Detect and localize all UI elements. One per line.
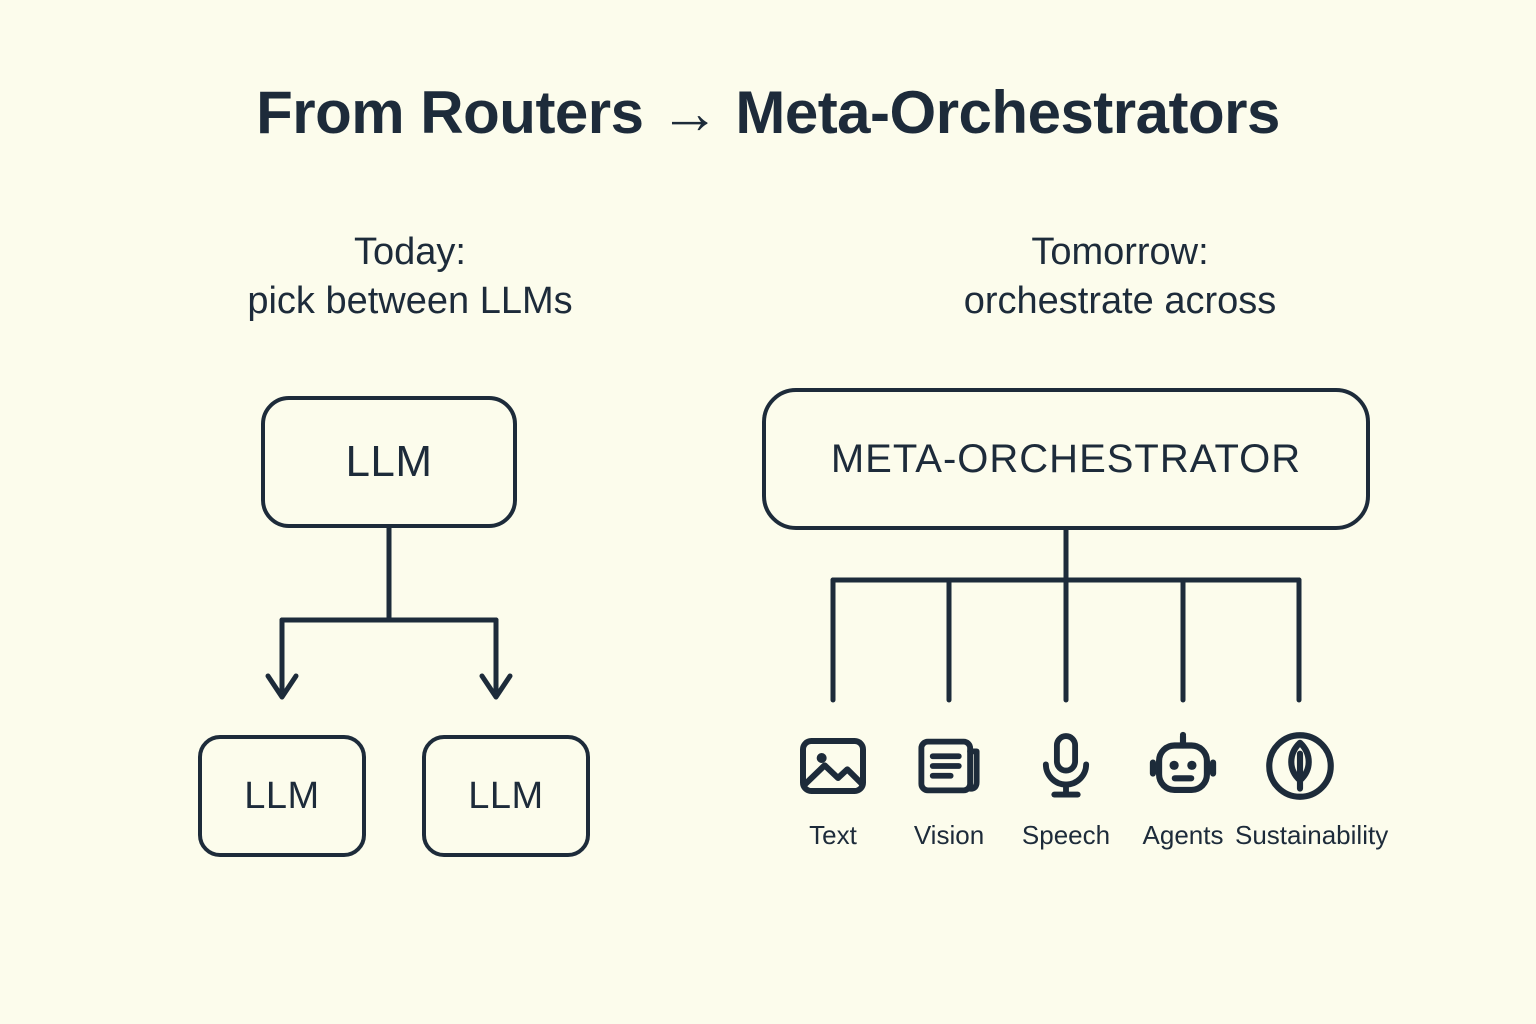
llm-child-box-2[interactable]: [422, 735, 590, 857]
left-arrowhead-2: [482, 676, 510, 697]
modality-label-agents: Agents: [1142, 820, 1224, 850]
llm-child-box-1[interactable]: [198, 735, 366, 857]
llm-child-label-1: LLM: [244, 774, 320, 817]
modality-item-vision[interactable]: [884, 718, 1014, 851]
modality-label-sustainability: Sustainability: [1235, 820, 1389, 850]
modality-label-speech: Speech: [1021, 820, 1111, 850]
modality-item-speech[interactable]: [1001, 718, 1131, 851]
right-heading-line-1: Tomorrow:: [1031, 231, 1209, 273]
right-heading-line-2: orchestrate across: [963, 279, 1277, 322]
modality-item-agents[interactable]: [1118, 718, 1248, 851]
modality-item-sustainability[interactable]: [1235, 718, 1389, 851]
robot-head-icon: [1118, 718, 1248, 814]
llm-parent-box[interactable]: [261, 396, 517, 528]
llm-child-label-2: LLM: [468, 774, 544, 817]
microphone-icon: [1001, 718, 1131, 814]
modality-item-text[interactable]: [768, 718, 898, 851]
modality-label-text: Text: [809, 820, 857, 850]
leaf-circle-icon: [1235, 718, 1365, 814]
image-picture-icon: [768, 718, 898, 814]
modality-label-vision: Vision: [913, 820, 985, 850]
meta-orchestrator-box[interactable]: [762, 388, 1370, 530]
llm-parent-label: LLM: [345, 437, 433, 486]
meta-orchestrator-label: META-ORCHESTRATOR: [830, 436, 1302, 481]
page-title: From Routers → Meta-Orchestrators: [256, 79, 1280, 146]
left-column-heading: [140, 228, 680, 325]
left-heading-line-1: Today:: [354, 231, 466, 273]
document-lines-icon: [884, 718, 1014, 814]
left-heading-line-2: pick between LLMs: [247, 279, 573, 322]
right-column-heading: [800, 228, 1440, 325]
left-arrowhead-1: [268, 676, 296, 697]
modality-icon-row: [780, 718, 1460, 868]
